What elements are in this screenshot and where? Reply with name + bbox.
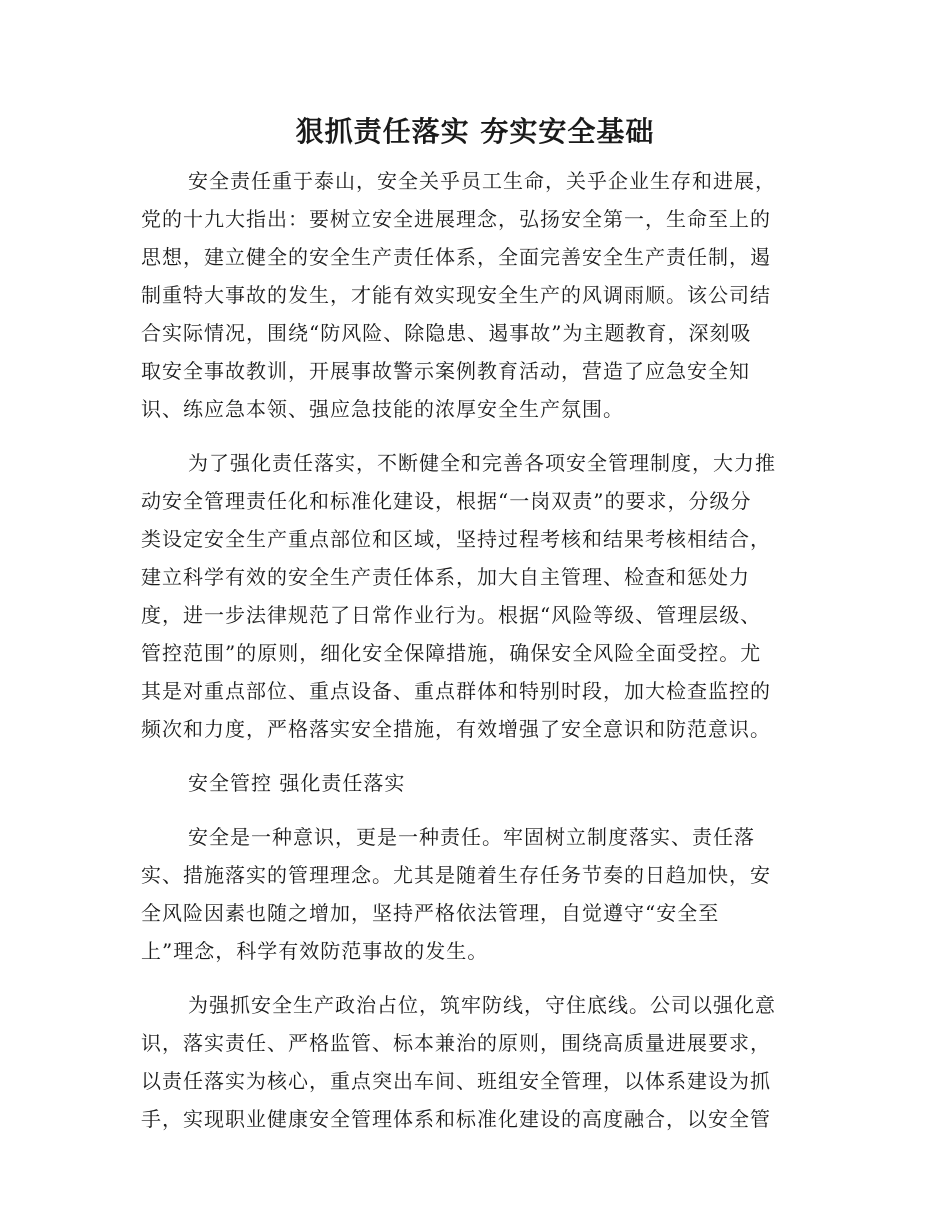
paragraph-line: 识，落实责任、严格监管、标本兼治的原则，围绕高质量进展要求， <box>141 1031 771 1055</box>
paragraph-line: 类设定安全生产重点部位和区域，坚持过程考核和结果考核相结合， <box>141 527 771 551</box>
paragraph-line: 取安全事故教训，开展事故警示案例教育活动，营造了应急安全知 <box>141 359 750 383</box>
paragraph-line: 全风险因素也随之增加，坚持严格依法管理，自觉遵守“安全至 <box>141 901 720 925</box>
paragraph-line: 动安全管理责任化和标准化建设，根据“一岗双责”的要求，分级分 <box>141 489 752 513</box>
paragraph-3 <box>141 818 796 970</box>
paragraph-line: 合实际情况，围绕“防风险、除隐患、遏事故”为主题教育，深刻吸 <box>141 321 752 345</box>
paragraph-line: 安全责任重于泰山，安全关乎员工生命，关乎企业生存和进展， <box>188 169 776 193</box>
document-body <box>141 162 796 1154</box>
paragraph-line: 制重特大事故的发生，才能有效实现安全生产的风调雨顺。该公司结 <box>141 283 771 307</box>
subheading-line: 安全管控 强化责任落实 <box>188 771 406 795</box>
paragraph-line: 上”理念，科学有效防范事故的发生。 <box>141 939 489 963</box>
paragraph-line: 管控范围”的原则，细化安全保障措施，确保安全风险全面受控。尤 <box>141 641 762 665</box>
paragraph-line: 思想，建立健全的安全生产责任体系，全面完善安全生产责任制，遏 <box>141 245 771 269</box>
paragraph-line: 度，进一步法律规范了日常作业行为。根据“风险等级、管理层级、 <box>141 603 762 627</box>
paragraph-line: 手，实现职业健康安全管理体系和标准化建设的高度融合，以安全管 <box>141 1107 771 1131</box>
paragraph-line: 安全是一种意识，更是一种责任。牢固树立制度落实、责任落 <box>188 825 755 849</box>
paragraph-line: 其是对重点部位、重点设备、重点群体和特别时段，加大检查监控的 <box>141 679 771 703</box>
paragraph-line: 频次和力度，严格落实安全措施，有效增强了安全意识和防范意识。 <box>141 717 771 741</box>
paragraph-4 <box>141 986 796 1138</box>
document-title: 狠抓责任落实 夯实安全基础 <box>295 115 655 148</box>
paragraph-line: 为强抓安全生产政治占位，筑牢防线，守住底线。公司以强化意 <box>188 993 776 1017</box>
paragraph-1 <box>141 162 796 428</box>
paragraph-line: 实、措施落实的管理理念。尤其是随着生存任务节奏的日趋加快，安 <box>141 863 771 887</box>
paragraph-2 <box>141 444 796 748</box>
paragraph-line: 为了强化责任落实，不断健全和完善各项安全管理制度，大力推 <box>188 451 776 475</box>
paragraph-line: 以责任落实为核心，重点突出车间、班组安全管理，以体系建设为抓 <box>141 1069 771 1093</box>
section-subheading <box>141 764 796 802</box>
paragraph-line: 建立科学有效的安全生产责任体系，加大自主管理、检查和惩处力 <box>141 565 750 589</box>
paragraph-line: 识、练应急本领、强应急技能的浓厚安全生产氛围。 <box>141 397 624 421</box>
paragraph-line: 党的十九大指出：要树立安全进展理念，弘扬安全第一，生命至上的 <box>141 207 771 231</box>
